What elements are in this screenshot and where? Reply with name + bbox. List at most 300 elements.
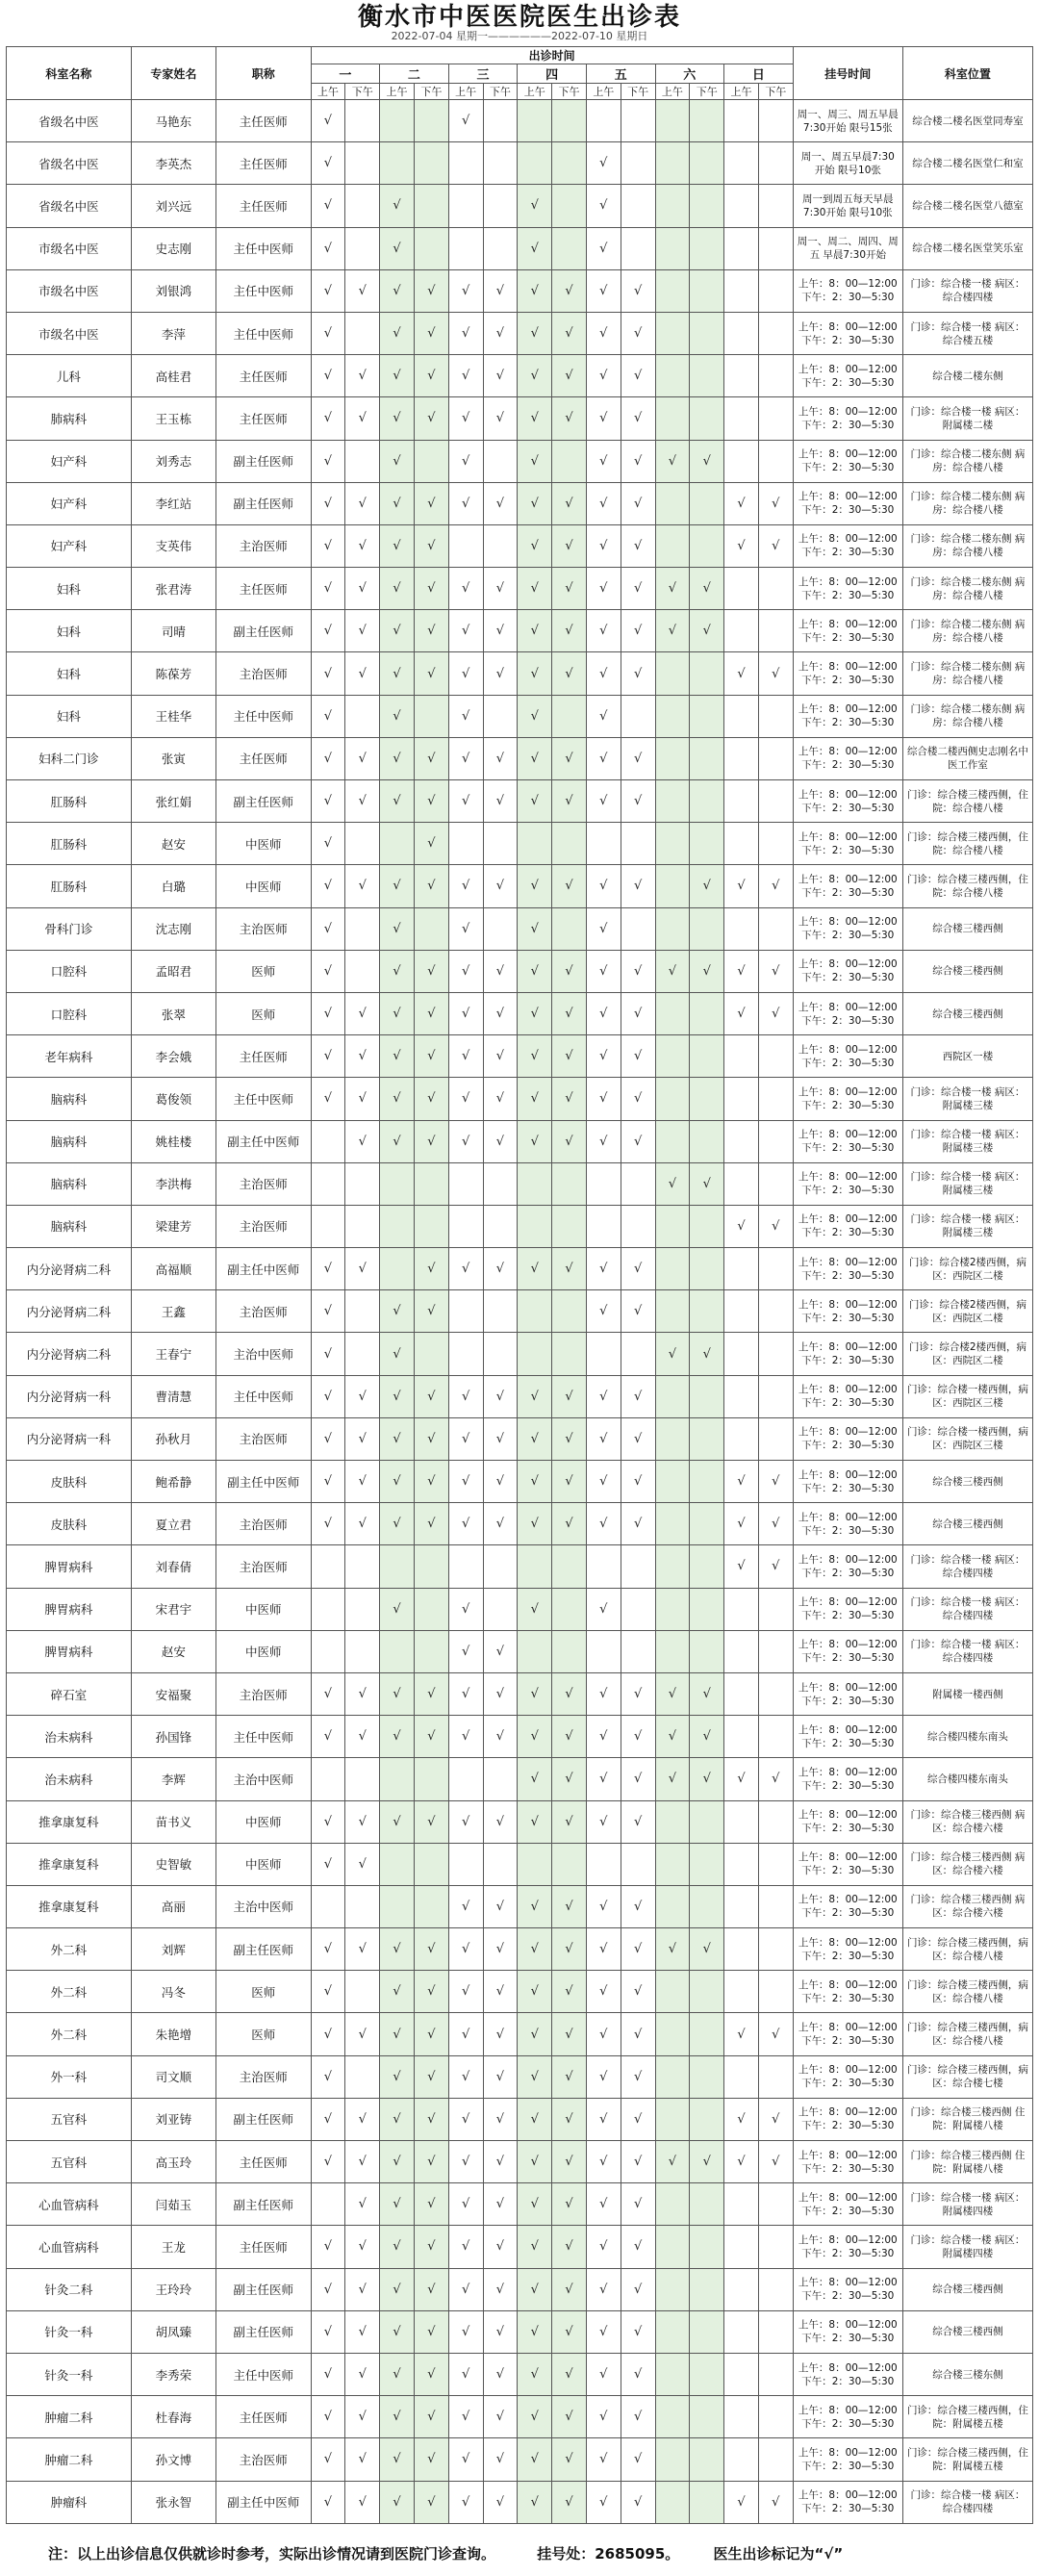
check-mark: √ (518, 2013, 552, 2055)
table-row (7, 524, 1033, 567)
slot-cell (655, 100, 690, 142)
rank-cell: 主治医师 (215, 907, 311, 950)
doctor-cell: 高福顺 (131, 1248, 215, 1290)
slot-cell (621, 1843, 655, 1885)
header-day: 日 (724, 64, 794, 84)
location-cell: 门诊：综合楼三楼西侧，住院：附属楼五楼 (902, 2396, 1032, 2438)
check-mark: √ (414, 269, 448, 312)
check-mark: √ (483, 1035, 518, 1078)
slot-cell (552, 1545, 587, 1588)
check-mark: √ (483, 610, 518, 652)
dept-cell: 口腔科 (7, 950, 132, 992)
rank-cell: 主任医师 (215, 1035, 311, 1078)
slot-cell (448, 1290, 483, 1333)
check-mark: √ (621, 1290, 655, 1333)
location-cell: 门诊：综合楼三楼西侧，病区：综合楼八楼 (902, 1971, 1032, 2013)
slot-cell (414, 142, 448, 185)
slot-cell (690, 1120, 724, 1162)
dept-cell: 针灸一科 (7, 2310, 132, 2353)
check-mark: √ (690, 1672, 724, 1715)
check-mark: √ (380, 992, 415, 1034)
slot-cell (758, 823, 793, 865)
table-row (7, 1290, 1033, 1333)
slot-cell (380, 1205, 415, 1247)
check-mark: √ (621, 482, 655, 524)
check-mark: √ (311, 397, 345, 440)
slot-cell (311, 1588, 345, 1630)
reg-time-cell: 上午：8：00—12:00 下午：2：30—5:30 (793, 440, 902, 482)
check-mark: √ (448, 1375, 483, 1417)
check-mark: √ (586, 2141, 621, 2183)
check-mark: √ (448, 2396, 483, 2438)
slot-cell (655, 1461, 690, 1503)
slot-cell (758, 610, 793, 652)
check-mark: √ (552, 1035, 587, 1078)
slot-cell (690, 1035, 724, 1078)
location-cell: 门诊：综合楼一楼 病区：附属楼三楼 (902, 1162, 1032, 1205)
check-mark: √ (345, 1248, 380, 1290)
check-mark: √ (414, 652, 448, 695)
check-mark: √ (483, 1672, 518, 1715)
slot-cell (345, 695, 380, 737)
check-mark: √ (586, 1248, 621, 1290)
slot-cell (448, 185, 483, 227)
check-mark: √ (690, 568, 724, 610)
header-day: 三 (448, 64, 518, 84)
check-mark: √ (311, 2353, 345, 2395)
check-mark: √ (586, 397, 621, 440)
slot-cell (758, 1800, 793, 1843)
check-mark: √ (552, 269, 587, 312)
check-mark: √ (311, 1078, 345, 1120)
location-cell: 门诊：综合楼二楼东侧 病房：综合楼八楼 (902, 695, 1032, 737)
check-mark: √ (380, 2226, 415, 2268)
dept-cell: 内分泌肾病一科 (7, 1375, 132, 1417)
check-mark: √ (552, 737, 587, 779)
slot-cell (345, 907, 380, 950)
check-mark: √ (621, 440, 655, 482)
check-mark: √ (586, 780, 621, 823)
check-mark: √ (621, 568, 655, 610)
check-mark: √ (586, 2438, 621, 2481)
check-mark: √ (414, 1503, 448, 1545)
check-mark: √ (518, 524, 552, 567)
check-mark: √ (311, 1417, 345, 1460)
check-mark: √ (758, 1503, 793, 1545)
slot-cell (621, 695, 655, 737)
check-mark: √ (345, 1716, 380, 1758)
check-mark: √ (518, 269, 552, 312)
check-mark: √ (311, 2141, 345, 2183)
footer-legend: 医生出诊标记为“√” (713, 2545, 844, 2563)
check-mark: √ (414, 1461, 448, 1503)
slot-cell (655, 524, 690, 567)
check-mark: √ (552, 610, 587, 652)
reg-time-cell: 上午：8：00—12:00 下午：2：30—5:30 (793, 1120, 902, 1162)
slot-cell (758, 269, 793, 312)
check-mark: √ (621, 1758, 655, 1800)
check-mark: √ (448, 652, 483, 695)
check-mark: √ (724, 992, 759, 1034)
slot-cell (552, 1843, 587, 1885)
rank-cell: 副主任医师 (215, 440, 311, 482)
slot-cell (655, 185, 690, 227)
check-mark: √ (483, 2055, 518, 2098)
check-mark: √ (380, 1333, 415, 1375)
check-mark: √ (448, 610, 483, 652)
check-mark: √ (345, 2268, 380, 2310)
check-mark: √ (414, 992, 448, 1034)
header-am: 上午 (380, 84, 415, 100)
check-mark: √ (380, 2098, 415, 2140)
reg-time-cell: 上午：8：00—12:00 下午：2：30—5:30 (793, 2013, 902, 2055)
slot-cell (758, 2438, 793, 2481)
dept-cell: 省级名中医 (7, 185, 132, 227)
doctor-cell: 王桂华 (131, 695, 215, 737)
check-mark: √ (448, 2353, 483, 2395)
check-mark: √ (311, 227, 345, 269)
slot-cell (448, 142, 483, 185)
check-mark: √ (552, 652, 587, 695)
check-mark: √ (483, 482, 518, 524)
reg-time-cell: 上午：8：00—12:00 下午：2：30—5:30 (793, 1290, 902, 1333)
slot-cell (758, 142, 793, 185)
slot-cell (758, 2226, 793, 2268)
slot-cell (414, 695, 448, 737)
check-mark: √ (483, 865, 518, 907)
slot-cell (690, 2481, 724, 2523)
header-day: 五 (586, 64, 655, 84)
slot-cell (690, 2183, 724, 2226)
check-mark: √ (724, 1205, 759, 1247)
rank-cell: 主治中医师 (215, 1333, 311, 1375)
slot-cell (552, 185, 587, 227)
header-day: 一 (311, 64, 380, 84)
slot-cell (655, 1205, 690, 1247)
slot-cell (690, 2055, 724, 2098)
dept-cell: 妇产科 (7, 440, 132, 482)
header-day: 四 (518, 64, 587, 84)
dept-cell: 心血管病科 (7, 2183, 132, 2226)
check-mark: √ (552, 1248, 587, 1290)
slot-cell (758, 1290, 793, 1333)
check-mark: √ (483, 1120, 518, 1162)
slot-cell (414, 1758, 448, 1800)
check-mark: √ (380, 1672, 415, 1715)
check-mark: √ (414, 2396, 448, 2438)
location-cell: 门诊：综合楼三楼西侧，住院：综合楼八楼 (902, 865, 1032, 907)
check-mark: √ (380, 1588, 415, 1630)
check-mark: √ (655, 610, 690, 652)
slot-cell (690, 312, 724, 354)
check-mark: √ (586, 737, 621, 779)
dept-cell: 外二科 (7, 1928, 132, 1971)
reg-time-cell: 上午：8：00—12:00 下午：2：30—5:30 (793, 823, 902, 865)
check-mark: √ (621, 2055, 655, 2098)
doctor-cell: 司晴 (131, 610, 215, 652)
location-cell: 门诊：综合楼二楼东侧 病房：综合楼八楼 (902, 482, 1032, 524)
slot-cell (380, 1758, 415, 1800)
dept-cell: 肿瘤二科 (7, 2438, 132, 2481)
slot-cell (758, 1928, 793, 1971)
check-mark: √ (448, 950, 483, 992)
slot-cell (448, 1843, 483, 1885)
slot-cell (586, 1843, 621, 1885)
check-mark: √ (311, 1375, 345, 1417)
check-mark: √ (345, 1800, 380, 1843)
check-mark: √ (345, 1672, 380, 1715)
check-mark: √ (448, 355, 483, 397)
dept-cell: 肛肠科 (7, 780, 132, 823)
slot-cell (414, 440, 448, 482)
slot-cell (518, 142, 552, 185)
doctor-cell: 苗书义 (131, 1800, 215, 1843)
table-row (7, 1672, 1033, 1715)
check-mark: √ (448, 312, 483, 354)
check-mark: √ (518, 780, 552, 823)
check-mark: √ (621, 1417, 655, 1460)
doctor-cell: 史智敏 (131, 1843, 215, 1885)
check-mark: √ (621, 992, 655, 1034)
header-doctor: 专家姓名 (131, 47, 215, 100)
slot-cell (414, 1843, 448, 1885)
check-mark: √ (483, 1928, 518, 1971)
reg-time-cell: 上午：8：00—12:00 下午：2：30—5:30 (793, 2226, 902, 2268)
check-mark: √ (448, 2310, 483, 2353)
rank-cell: 主任医师 (215, 185, 311, 227)
check-mark: √ (586, 1885, 621, 1927)
dept-cell: 肿瘤二科 (7, 2396, 132, 2438)
slot-cell (655, 1290, 690, 1333)
dept-cell: 骨科门诊 (7, 907, 132, 950)
check-mark: √ (311, 1035, 345, 1078)
check-mark: √ (621, 1461, 655, 1503)
check-mark: √ (380, 1461, 415, 1503)
table-row (7, 1333, 1033, 1375)
table-row (7, 1885, 1033, 1927)
slot-cell (655, 780, 690, 823)
check-mark: √ (586, 482, 621, 524)
location-cell: 西院区一楼 (902, 1035, 1032, 1078)
check-mark: √ (518, 1588, 552, 1630)
doctor-cell: 闫茹玉 (131, 2183, 215, 2226)
table-row (7, 610, 1033, 652)
check-mark: √ (448, 1035, 483, 1078)
check-mark: √ (311, 482, 345, 524)
doctor-cell: 史志刚 (131, 227, 215, 269)
table-row (7, 440, 1033, 482)
header-visit-time: 出诊时间 (311, 47, 793, 64)
dept-cell: 肺病科 (7, 397, 132, 440)
check-mark: √ (552, 1716, 587, 1758)
slot-cell (414, 1885, 448, 1927)
check-mark: √ (311, 524, 345, 567)
slot-cell (655, 2310, 690, 2353)
slot-cell (758, 397, 793, 440)
check-mark: √ (414, 1375, 448, 1417)
check-mark: √ (483, 992, 518, 1034)
check-mark: √ (483, 780, 518, 823)
slot-cell (483, 1843, 518, 1885)
slot-cell (552, 440, 587, 482)
check-mark: √ (380, 1078, 415, 1120)
slot-cell (690, 780, 724, 823)
check-mark: √ (518, 1971, 552, 2013)
slot-cell (724, 1120, 759, 1162)
slot-cell (758, 100, 793, 142)
check-mark: √ (586, 695, 621, 737)
check-mark: √ (655, 1672, 690, 1715)
slot-cell (380, 823, 415, 865)
slot-cell (345, 312, 380, 354)
check-mark: √ (552, 1800, 587, 1843)
location-cell: 门诊：综合楼三楼西侧 病区：综合楼六楼 (902, 1843, 1032, 1885)
rank-cell: 副主任医师 (215, 1928, 311, 1971)
check-mark: √ (345, 397, 380, 440)
reg-time-cell: 上午：8：00—12:00 下午：2：30—5:30 (793, 1843, 902, 1885)
rank-cell: 副主任中医师 (215, 1248, 311, 1290)
check-mark: √ (414, 1248, 448, 1290)
check-mark: √ (518, 1758, 552, 1800)
check-mark: √ (586, 1290, 621, 1333)
slot-cell (758, 568, 793, 610)
check-mark: √ (448, 865, 483, 907)
reg-time-cell: 上午：8：00—12:00 下午：2：30—5:30 (793, 1545, 902, 1588)
rank-cell: 副主任医师 (215, 780, 311, 823)
check-mark: √ (448, 2098, 483, 2140)
rank-cell: 主治中医师 (215, 1885, 311, 1927)
slot-cell (724, 823, 759, 865)
slot-cell (758, 2055, 793, 2098)
check-mark: √ (483, 737, 518, 779)
check-mark: √ (380, 269, 415, 312)
location-cell: 门诊：综合楼一楼 病区：附属楼四楼 (902, 2183, 1032, 2226)
slot-cell (655, 1800, 690, 1843)
check-mark: √ (690, 440, 724, 482)
check-mark: √ (655, 1716, 690, 1758)
slot-cell (758, 1035, 793, 1078)
check-mark: √ (380, 2353, 415, 2395)
slot-cell (758, 2183, 793, 2226)
check-mark: √ (448, 1120, 483, 1162)
table-row (7, 1035, 1033, 1078)
location-cell: 综合楼三楼东侧 (902, 2353, 1032, 2395)
check-mark: √ (380, 227, 415, 269)
check-mark: √ (758, 2141, 793, 2183)
slot-cell (724, 185, 759, 227)
rank-cell: 医师 (215, 950, 311, 992)
slot-cell (483, 1205, 518, 1247)
reg-time-cell: 周一、周二、周四、周五 早晨7:30开始 (793, 227, 902, 269)
slot-cell (724, 100, 759, 142)
slot-cell (690, 2353, 724, 2395)
check-mark: √ (621, 1503, 655, 1545)
slot-cell (655, 2098, 690, 2140)
slot-cell (690, 1503, 724, 1545)
rank-cell: 副主任医师 (215, 2310, 311, 2353)
slot-cell (311, 1162, 345, 1205)
slot-cell (483, 1162, 518, 1205)
slot-cell (552, 823, 587, 865)
reg-time-cell: 上午：8：00—12:00 下午：2：30—5:30 (793, 2353, 902, 2395)
check-mark: √ (621, 2226, 655, 2268)
check-mark: √ (448, 2438, 483, 2481)
check-mark: √ (621, 1078, 655, 1120)
check-mark: √ (518, 907, 552, 950)
slot-cell (690, 1417, 724, 1460)
rank-cell: 主任中医师 (215, 695, 311, 737)
check-mark: √ (518, 1120, 552, 1162)
slot-cell (345, 2055, 380, 2098)
check-mark: √ (552, 2438, 587, 2481)
reg-time-cell: 上午：8：00—12:00 下午：2：30—5:30 (793, 1162, 902, 1205)
check-mark: √ (380, 1035, 415, 1078)
check-mark: √ (758, 2013, 793, 2055)
table-row (7, 2226, 1033, 2268)
header-pm: 下午 (345, 84, 380, 100)
check-mark: √ (414, 1120, 448, 1162)
dept-cell: 五官科 (7, 2141, 132, 2183)
slot-cell (655, 1588, 690, 1630)
check-mark: √ (724, 2098, 759, 2140)
slot-cell (655, 737, 690, 779)
dept-cell: 市级名中医 (7, 269, 132, 312)
check-mark: √ (724, 1758, 759, 1800)
slot-cell (758, 1078, 793, 1120)
rank-cell: 主治医师 (215, 1417, 311, 1460)
slot-cell (345, 1333, 380, 1375)
table-row (7, 1205, 1033, 1247)
check-mark: √ (345, 1375, 380, 1417)
header-rank: 职称 (215, 47, 311, 100)
check-mark: √ (586, 142, 621, 185)
check-mark: √ (518, 695, 552, 737)
doctor-cell: 王春宁 (131, 1333, 215, 1375)
slot-cell (758, 312, 793, 354)
slot-cell (518, 1843, 552, 1885)
slot-cell (621, 1588, 655, 1630)
location-cell: 门诊：综合楼2楼西侧，病区：西院区二楼 (902, 1333, 1032, 1375)
check-mark: √ (414, 2268, 448, 2310)
check-mark: √ (414, 2013, 448, 2055)
slot-cell (655, 1375, 690, 1417)
slot-cell (483, 185, 518, 227)
check-mark: √ (483, 2481, 518, 2523)
check-mark: √ (311, 1928, 345, 1971)
doctor-cell: 朱艳增 (131, 2013, 215, 2055)
reg-time-cell: 上午：8：00—12:00 下午：2：30—5:30 (793, 269, 902, 312)
slot-cell (586, 1630, 621, 1672)
table-row (7, 1928, 1033, 1971)
slot-cell (483, 1545, 518, 1588)
slot-cell (690, 227, 724, 269)
dept-cell: 妇产科 (7, 482, 132, 524)
check-mark: √ (552, 2141, 587, 2183)
check-mark: √ (621, 780, 655, 823)
table-row (7, 1417, 1033, 1460)
doctor-cell: 王龙 (131, 2226, 215, 2268)
slot-cell (552, 695, 587, 737)
slot-cell (758, 1843, 793, 1885)
doctor-cell: 刘春倩 (131, 1545, 215, 1588)
slot-cell (655, 992, 690, 1034)
table-row (7, 397, 1033, 440)
table-row (7, 780, 1033, 823)
doctor-cell: 刘兴远 (131, 185, 215, 227)
slot-cell (552, 1333, 587, 1375)
check-mark: √ (380, 2396, 415, 2438)
check-mark: √ (621, 2141, 655, 2183)
